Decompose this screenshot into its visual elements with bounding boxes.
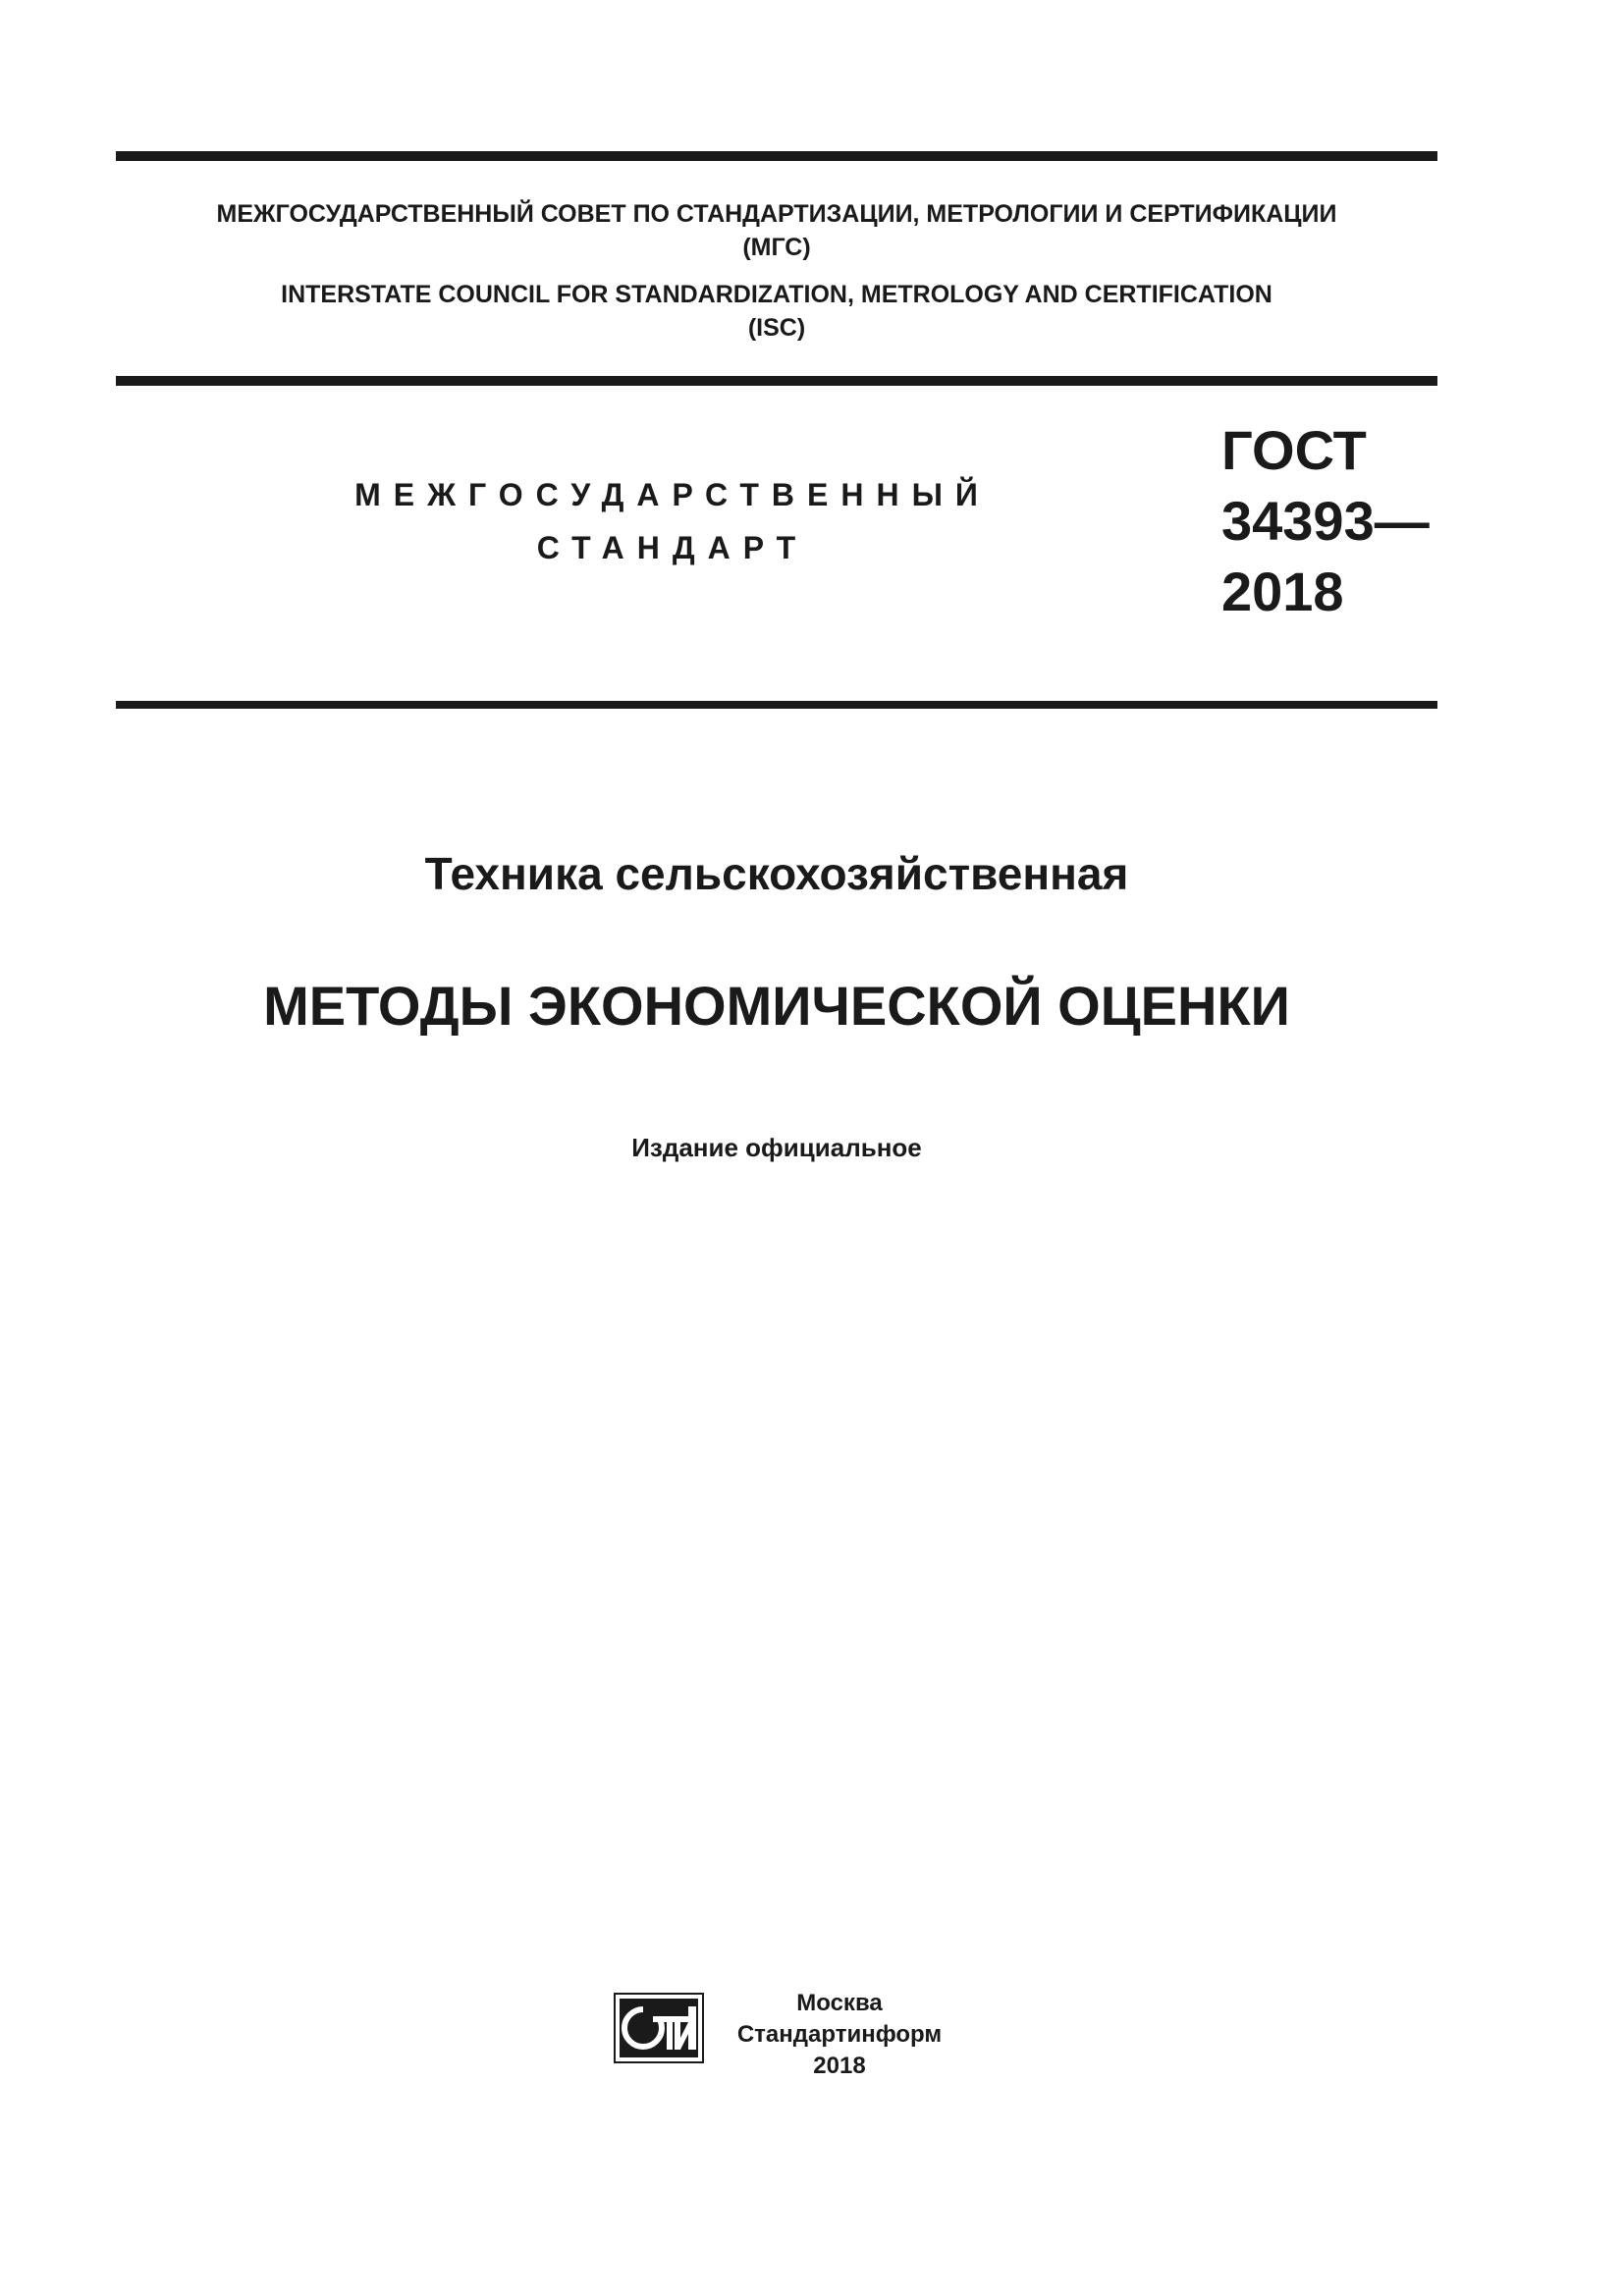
- publisher-name: Стандартинформ: [736, 2021, 943, 2048]
- document-subject: Техника сельскохозяйственная: [424, 848, 1129, 899]
- logo-text: СТИ: [659, 2036, 662, 2037]
- standartinform-logo-icon: [614, 1993, 704, 2063]
- top-rule: [116, 151, 1437, 161]
- bottom-rule: [116, 701, 1437, 709]
- gost-year: 2018: [1221, 561, 1344, 622]
- edition-note: Издание официальное: [631, 1133, 922, 1162]
- council-name-ru: [116, 197, 1437, 264]
- council-abbr-en: (ISC): [747, 314, 806, 342]
- standard-type-line1: МЕЖГОСУДАРСТВЕННЫЙ: [354, 477, 991, 512]
- standard-type-line2: СТАНДАРТ: [536, 530, 809, 565]
- council-name-en-line1: INTERSTATE COUNCIL FOR STANDARDIZATION, METROLOGY AND CERTIFICATION: [281, 281, 1272, 308]
- gost-number: 34393—: [1221, 490, 1430, 552]
- council-name-en: [116, 278, 1437, 345]
- publisher-city: Москва: [796, 1990, 883, 2016]
- document-title: МЕТОДЫ ЭКОНОМИЧЕСКОЙ ОЦЕНКИ: [263, 975, 1290, 1037]
- gost-label: ГОСТ: [1221, 419, 1367, 481]
- middle-rule: [116, 376, 1437, 386]
- council-name-ru-line1: МЕЖГОСУДАРСТВЕННЫЙ СОВЕТ ПО СТАНДАРТИЗАЦИИ, МЕТРОЛОГИИ И СЕРТИФИКАЦИИ: [216, 200, 1337, 228]
- council-abbr-ru: (МГС): [742, 234, 811, 261]
- publisher-year: 2018: [813, 2053, 866, 2079]
